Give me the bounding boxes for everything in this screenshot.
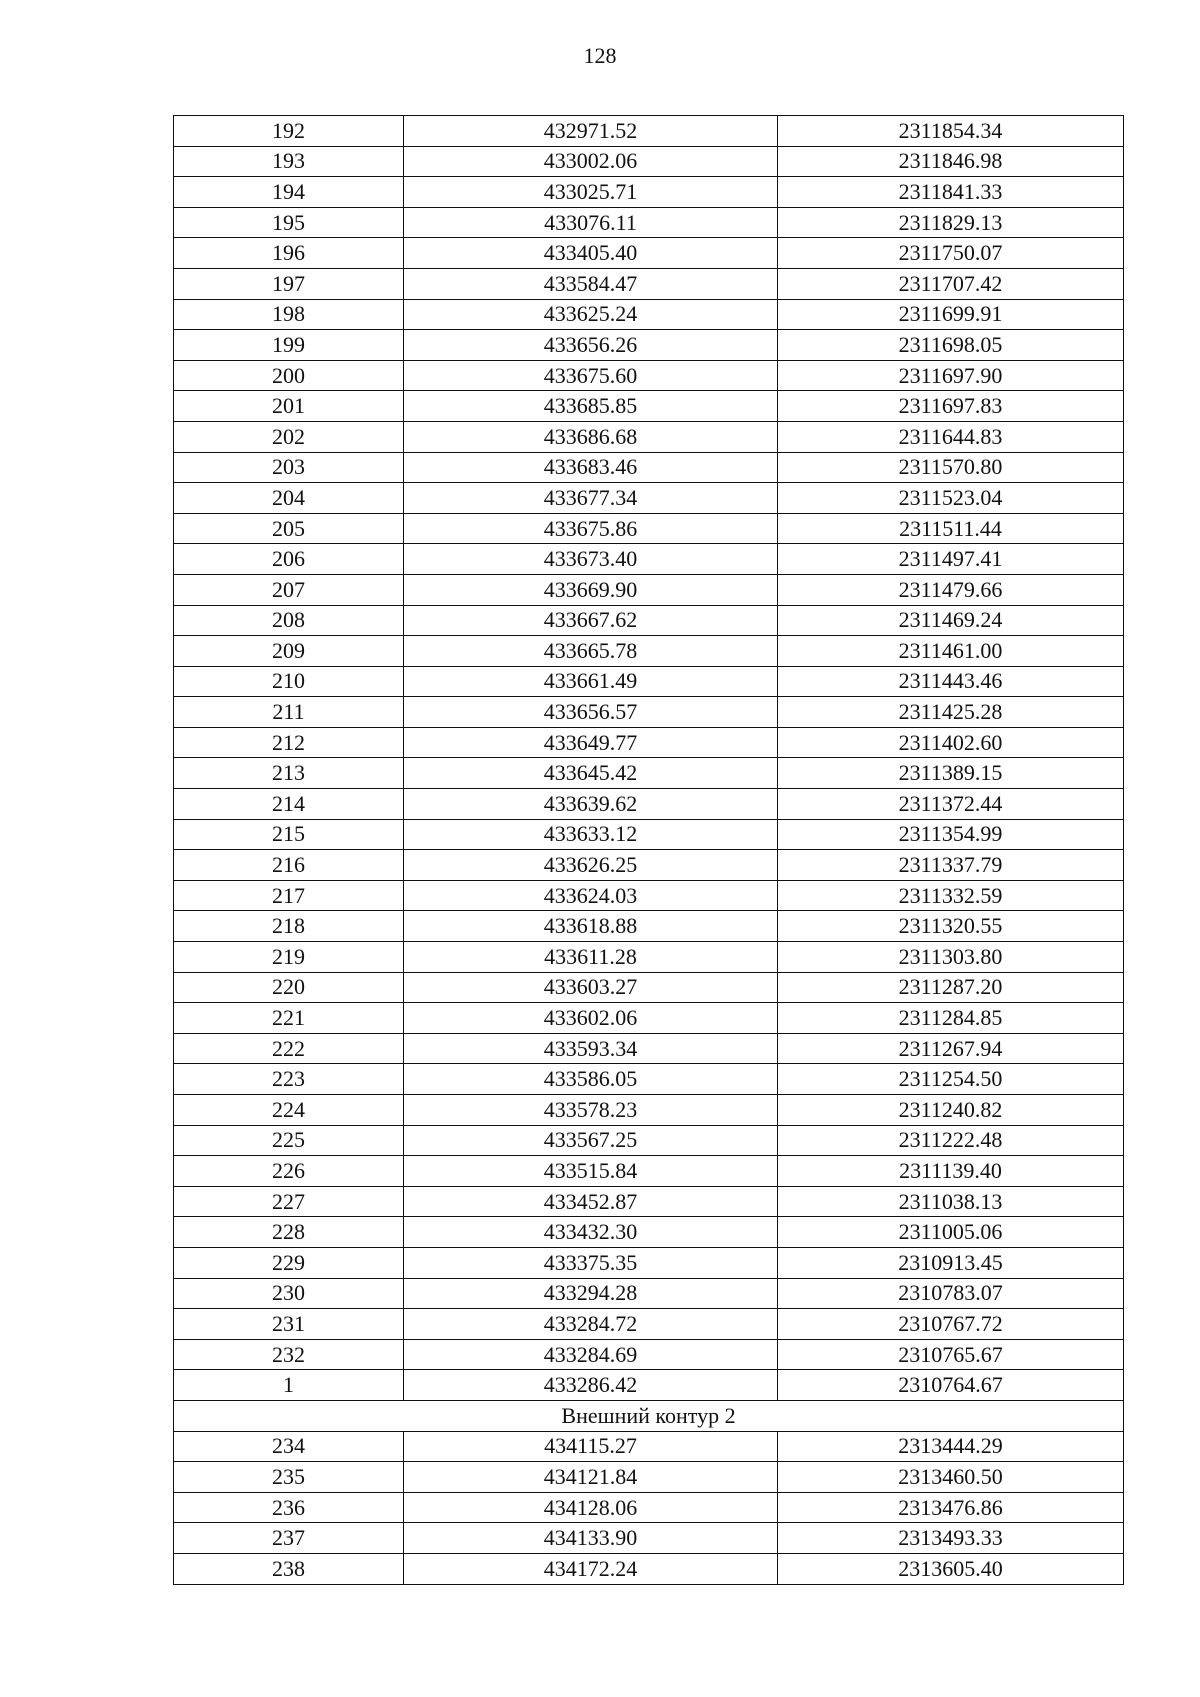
table-row (174, 421, 1124, 452)
x-coordinate-cell: 433675.60 (404, 360, 778, 391)
y-coordinate-cell: 2311332.59 (778, 880, 1124, 911)
table-row (174, 1492, 1124, 1523)
x-coordinate-cell: 433683.46 (404, 452, 778, 483)
table-row (174, 727, 1124, 758)
y-coordinate-cell: 2311511.44 (778, 513, 1124, 544)
table-row (174, 758, 1124, 789)
x-coordinate-cell: 433593.34 (404, 1033, 778, 1064)
point-number-cell: 219 (174, 942, 404, 973)
y-coordinate-cell: 2311337.79 (778, 850, 1124, 881)
x-coordinate-cell: 433405.40 (404, 238, 778, 269)
page-number: 128 (583, 43, 617, 68)
y-coordinate-cell: 2311038.13 (778, 1186, 1124, 1217)
point-number-cell: 223 (174, 1064, 404, 1095)
table-row (174, 1125, 1124, 1156)
point-number-cell: 210 (174, 666, 404, 697)
point-number-cell: 236 (174, 1492, 404, 1523)
point-number-cell: 212 (174, 727, 404, 758)
x-coordinate-cell: 433626.25 (404, 850, 778, 881)
point-number-cell: 216 (174, 850, 404, 881)
point-number-cell: 218 (174, 911, 404, 942)
table-row (174, 238, 1124, 269)
x-coordinate-cell: 433603.27 (404, 972, 778, 1003)
point-number-cell: 220 (174, 972, 404, 1003)
y-coordinate-cell: 2310913.45 (778, 1247, 1124, 1278)
x-coordinate-cell: 433452.87 (404, 1186, 778, 1217)
table-row (174, 299, 1124, 330)
y-coordinate-cell: 2311750.07 (778, 238, 1124, 269)
x-coordinate-cell: 434128.06 (404, 1492, 778, 1523)
table-row (174, 1523, 1124, 1554)
table-row (174, 1339, 1124, 1370)
x-coordinate-cell: 433432.30 (404, 1217, 778, 1248)
table-row (174, 850, 1124, 881)
table-row (174, 116, 1124, 147)
y-coordinate-cell: 2311707.42 (778, 268, 1124, 299)
y-coordinate-cell: 2311267.94 (778, 1033, 1124, 1064)
y-coordinate-cell: 2311846.98 (778, 146, 1124, 177)
point-number-cell: 199 (174, 330, 404, 361)
table-row (174, 636, 1124, 667)
coordinates-table (173, 115, 1124, 1585)
table-row (174, 880, 1124, 911)
point-number-cell: 196 (174, 238, 404, 269)
y-coordinate-cell: 2311698.05 (778, 330, 1124, 361)
table-row (174, 391, 1124, 422)
table-row (174, 1064, 1124, 1095)
point-number-cell: 207 (174, 574, 404, 605)
table-row (174, 1156, 1124, 1187)
x-coordinate-cell: 433567.25 (404, 1125, 778, 1156)
table-row (174, 789, 1124, 820)
table-row (174, 1370, 1124, 1401)
table-row (174, 942, 1124, 973)
x-coordinate-cell: 433618.88 (404, 911, 778, 942)
y-coordinate-cell: 2313605.40 (778, 1553, 1124, 1584)
x-coordinate-cell: 433649.77 (404, 727, 778, 758)
y-coordinate-cell: 2311354.99 (778, 819, 1124, 850)
point-number-cell: 213 (174, 758, 404, 789)
point-number-cell: 194 (174, 177, 404, 208)
y-coordinate-cell: 2311697.83 (778, 391, 1124, 422)
point-number-cell: 231 (174, 1309, 404, 1340)
table-row (174, 1431, 1124, 1462)
x-coordinate-cell: 434121.84 (404, 1462, 778, 1493)
y-coordinate-cell: 2311303.80 (778, 942, 1124, 973)
y-coordinate-cell: 2311497.41 (778, 544, 1124, 575)
point-number-cell: 215 (174, 819, 404, 850)
x-coordinate-cell: 433611.28 (404, 942, 778, 973)
point-number-cell: 214 (174, 789, 404, 820)
y-coordinate-cell: 2311372.44 (778, 789, 1124, 820)
x-coordinate-cell: 433661.49 (404, 666, 778, 697)
x-coordinate-cell: 433294.28 (404, 1278, 778, 1309)
point-number-cell: 208 (174, 605, 404, 636)
x-coordinate-cell: 433656.26 (404, 330, 778, 361)
x-coordinate-cell: 433602.06 (404, 1003, 778, 1034)
table-row (174, 1309, 1124, 1340)
coordinates-table-body (174, 116, 1124, 1585)
x-coordinate-cell: 433677.34 (404, 483, 778, 514)
table-row (174, 360, 1124, 391)
table-row (174, 1003, 1124, 1034)
point-number-cell: 203 (174, 452, 404, 483)
x-coordinate-cell: 433685.85 (404, 391, 778, 422)
x-coordinate-cell: 433645.42 (404, 758, 778, 789)
x-coordinate-cell: 432971.52 (404, 116, 778, 147)
point-number-cell: 198 (174, 299, 404, 330)
point-number-cell: 217 (174, 880, 404, 911)
point-number-cell: 209 (174, 636, 404, 667)
x-coordinate-cell: 434133.90 (404, 1523, 778, 1554)
y-coordinate-cell: 2311139.40 (778, 1156, 1124, 1187)
table-row (174, 1462, 1124, 1493)
table-row (174, 666, 1124, 697)
table-row (174, 911, 1124, 942)
x-coordinate-cell: 433633.12 (404, 819, 778, 850)
point-number-cell: 211 (174, 697, 404, 728)
y-coordinate-cell: 2311389.15 (778, 758, 1124, 789)
table-row (174, 972, 1124, 1003)
table-row (174, 819, 1124, 850)
point-number-cell: 235 (174, 1462, 404, 1493)
y-coordinate-cell: 2310764.67 (778, 1370, 1124, 1401)
table-row (174, 1186, 1124, 1217)
x-coordinate-cell: 433375.35 (404, 1247, 778, 1278)
point-number-cell: 229 (174, 1247, 404, 1278)
x-coordinate-cell: 433286.42 (404, 1370, 778, 1401)
y-coordinate-cell: 2311254.50 (778, 1064, 1124, 1095)
table-row (174, 544, 1124, 575)
x-coordinate-cell: 433515.84 (404, 1156, 778, 1187)
y-coordinate-cell: 2313444.29 (778, 1431, 1124, 1462)
table-row (174, 1247, 1124, 1278)
y-coordinate-cell: 2311699.91 (778, 299, 1124, 330)
y-coordinate-cell: 2311697.90 (778, 360, 1124, 391)
table-row (174, 574, 1124, 605)
table-row (174, 177, 1124, 208)
x-coordinate-cell: 433025.71 (404, 177, 778, 208)
y-coordinate-cell: 2311287.20 (778, 972, 1124, 1003)
point-number-cell: 200 (174, 360, 404, 391)
point-number-cell: 237 (174, 1523, 404, 1554)
table-row (174, 483, 1124, 514)
point-number-cell: 227 (174, 1186, 404, 1217)
x-coordinate-cell: 433667.62 (404, 605, 778, 636)
y-coordinate-cell: 2313460.50 (778, 1462, 1124, 1493)
y-coordinate-cell: 2311222.48 (778, 1125, 1124, 1156)
table-row (174, 330, 1124, 361)
x-coordinate-cell: 433002.06 (404, 146, 778, 177)
table-row (174, 1033, 1124, 1064)
table-row (174, 1217, 1124, 1248)
point-number-cell: 222 (174, 1033, 404, 1064)
x-coordinate-cell: 433669.90 (404, 574, 778, 605)
table-row (174, 1553, 1124, 1584)
y-coordinate-cell: 2311425.28 (778, 697, 1124, 728)
x-coordinate-cell: 433284.72 (404, 1309, 778, 1340)
x-coordinate-cell: 433624.03 (404, 880, 778, 911)
y-coordinate-cell: 2311320.55 (778, 911, 1124, 942)
y-coordinate-cell: 2311402.60 (778, 727, 1124, 758)
y-coordinate-cell: 2313493.33 (778, 1523, 1124, 1554)
x-coordinate-cell: 433584.47 (404, 268, 778, 299)
point-number-cell: 202 (174, 421, 404, 452)
point-number-cell: 221 (174, 1003, 404, 1034)
x-coordinate-cell: 433639.62 (404, 789, 778, 820)
point-number-cell: 226 (174, 1156, 404, 1187)
point-number-cell: 204 (174, 483, 404, 514)
y-coordinate-cell: 2311461.00 (778, 636, 1124, 667)
point-number-cell: 230 (174, 1278, 404, 1309)
table-row (174, 207, 1124, 238)
x-coordinate-cell: 433625.24 (404, 299, 778, 330)
point-number-cell: 228 (174, 1217, 404, 1248)
point-number-cell: 224 (174, 1095, 404, 1126)
y-coordinate-cell: 2311469.24 (778, 605, 1124, 636)
y-coordinate-cell: 2311523.04 (778, 483, 1124, 514)
x-coordinate-cell: 433656.57 (404, 697, 778, 728)
table-row (174, 452, 1124, 483)
table-row (174, 268, 1124, 299)
y-coordinate-cell: 2310765.67 (778, 1339, 1124, 1370)
x-coordinate-cell: 434172.24 (404, 1553, 778, 1584)
x-coordinate-cell: 433076.11 (404, 207, 778, 238)
y-coordinate-cell: 2313476.86 (778, 1492, 1124, 1523)
point-number-cell: 238 (174, 1553, 404, 1584)
x-coordinate-cell: 433665.78 (404, 636, 778, 667)
y-coordinate-cell: 2311854.34 (778, 116, 1124, 147)
point-number-cell: 206 (174, 544, 404, 575)
section-label: Внешний контур 2 (174, 1400, 1124, 1431)
point-number-cell: 205 (174, 513, 404, 544)
y-coordinate-cell: 2310767.72 (778, 1309, 1124, 1340)
point-number-cell: 201 (174, 391, 404, 422)
table-row (174, 513, 1124, 544)
table-row (174, 146, 1124, 177)
x-coordinate-cell: 433586.05 (404, 1064, 778, 1095)
point-number-cell: 195 (174, 207, 404, 238)
table-row (174, 1278, 1124, 1309)
y-coordinate-cell: 2311005.06 (778, 1217, 1124, 1248)
point-number-cell: 232 (174, 1339, 404, 1370)
point-number-cell: 193 (174, 146, 404, 177)
table-row (174, 697, 1124, 728)
point-number-cell: 234 (174, 1431, 404, 1462)
y-coordinate-cell: 2311240.82 (778, 1095, 1124, 1126)
x-coordinate-cell: 433673.40 (404, 544, 778, 575)
x-coordinate-cell: 433675.86 (404, 513, 778, 544)
point-number-cell: 197 (174, 268, 404, 299)
table-row (174, 605, 1124, 636)
y-coordinate-cell: 2311644.83 (778, 421, 1124, 452)
y-coordinate-cell: 2311570.80 (778, 452, 1124, 483)
x-coordinate-cell: 434115.27 (404, 1431, 778, 1462)
y-coordinate-cell: 2310783.07 (778, 1278, 1124, 1309)
table-row (174, 1095, 1124, 1126)
x-coordinate-cell: 433284.69 (404, 1339, 778, 1370)
y-coordinate-cell: 2311443.46 (778, 666, 1124, 697)
x-coordinate-cell: 433686.68 (404, 421, 778, 452)
x-coordinate-cell: 433578.23 (404, 1095, 778, 1126)
point-number-cell: 225 (174, 1125, 404, 1156)
y-coordinate-cell: 2311479.66 (778, 574, 1124, 605)
y-coordinate-cell: 2311829.13 (778, 207, 1124, 238)
point-number-cell: 1 (174, 1370, 404, 1401)
y-coordinate-cell: 2311841.33 (778, 177, 1124, 208)
y-coordinate-cell: 2311284.85 (778, 1003, 1124, 1034)
section-header-row (174, 1400, 1124, 1431)
point-number-cell: 192 (174, 116, 404, 147)
